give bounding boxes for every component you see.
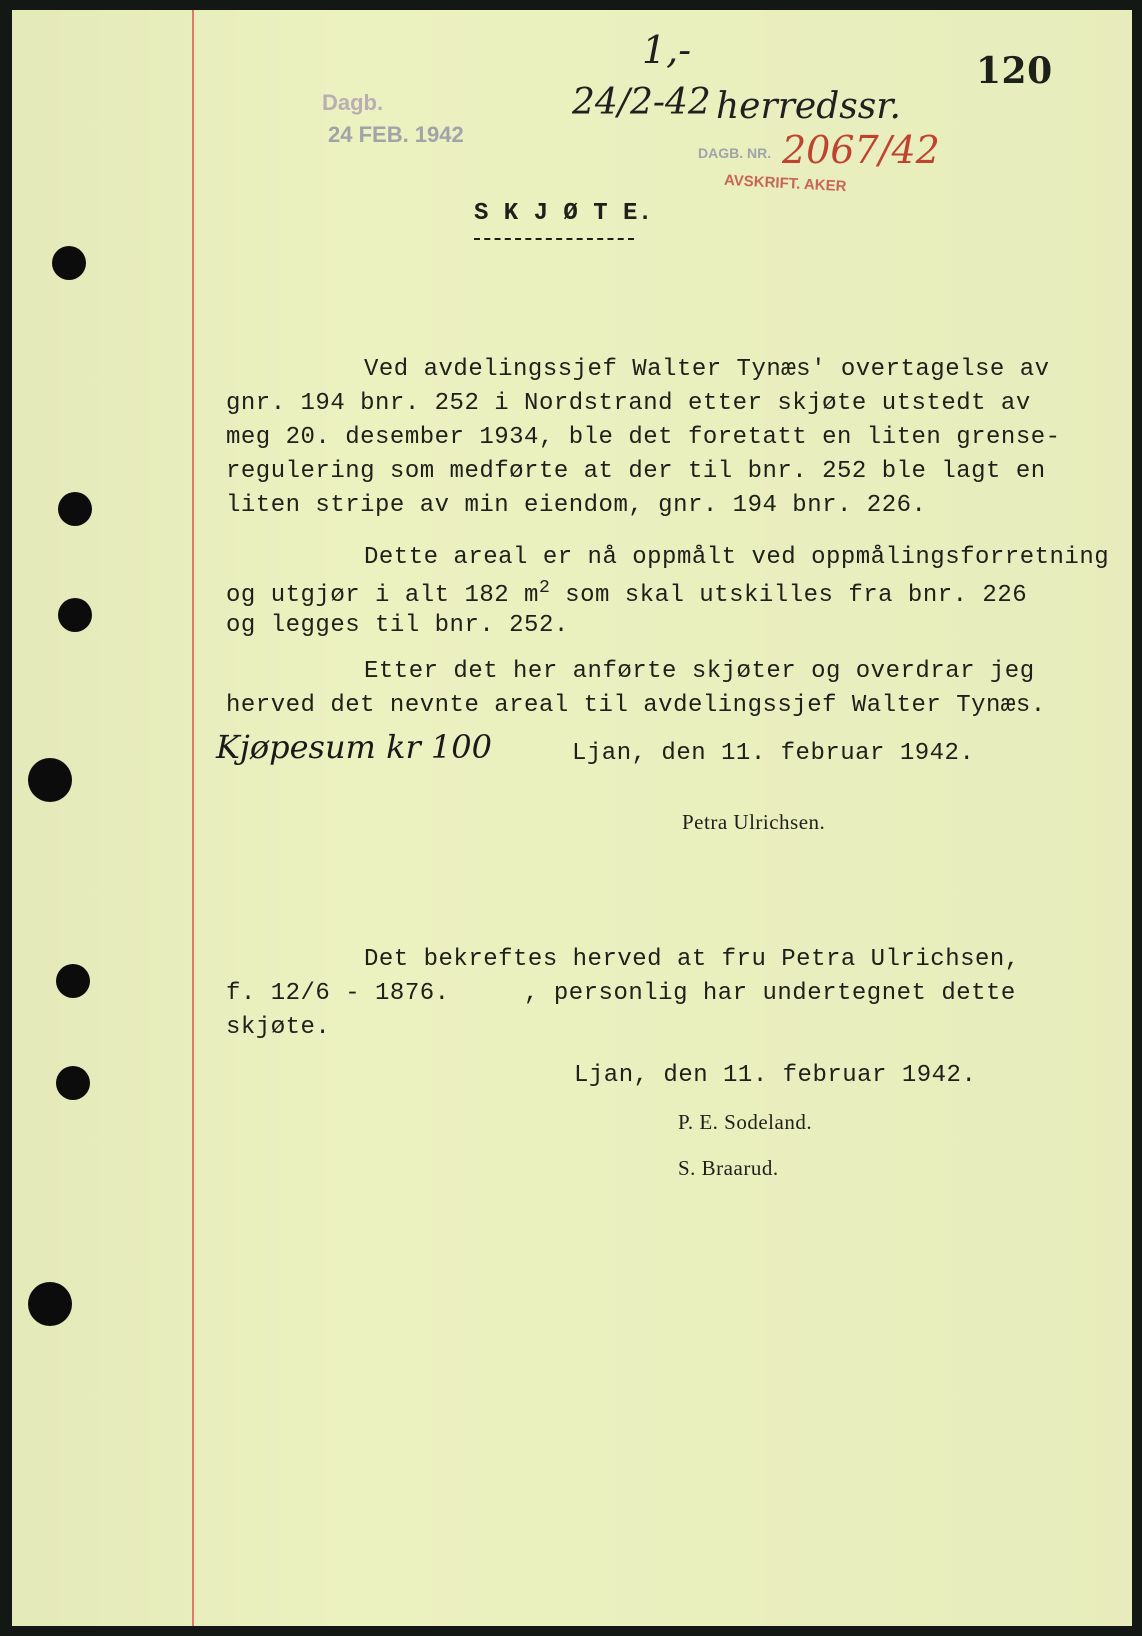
- signature-1: Petra Ulrichsen.: [682, 810, 826, 834]
- stamp-dagb-number: 2067/42: [782, 128, 940, 172]
- page-number: 120: [976, 50, 1053, 92]
- document-title: S K J Ø T E.: [474, 200, 653, 227]
- witness-1: P. E. Sodeland.: [678, 1110, 813, 1134]
- margin-note: Kjøpesum kr 100: [216, 728, 492, 766]
- place-date-1: Ljan, den 11. februar 1942.: [572, 740, 975, 767]
- stamp-office: Dagb.: [322, 90, 384, 115]
- document-page: [12, 10, 1132, 1626]
- witness-2: S. Braarud.: [678, 1156, 779, 1180]
- place-date-2: Ljan, den 11. februar 1942.: [574, 1062, 977, 1089]
- body-line: herved det nevnte areal til avdelingssjef Walter Tynæs.: [226, 692, 1046, 719]
- body-line: og legges til bnr. 252.: [226, 612, 569, 639]
- handwritten-note: herredssr.: [716, 86, 901, 127]
- punch-hole: [28, 1282, 72, 1326]
- punch-hole: [58, 492, 92, 526]
- punch-hole: [58, 598, 92, 632]
- stamp-date: 24 FEB. 1942: [328, 122, 464, 147]
- body-line: [226, 578, 1027, 609]
- body-line: Dette areal er nå oppmålt ved oppmålingsforretning: [364, 544, 1110, 571]
- body-line: meg 20. desember 1934, ble det foretatt en liten grense-: [226, 424, 1061, 451]
- attest-line: skjøte.: [226, 1014, 331, 1041]
- punch-hole: [28, 758, 72, 802]
- body-text: og utgjør i alt 182 m: [226, 582, 539, 609]
- body-line: gnr. 194 bnr. 252 i Nordstrand etter skjøte utstedt av: [226, 390, 1031, 417]
- title-underline: [474, 238, 634, 240]
- stamp-avskrift: AVSKRIFT. AKER: [723, 171, 847, 196]
- body-text: som skal utskilles fra bnr. 226: [550, 582, 1028, 609]
- handwritten-date: 24/2-42: [572, 82, 711, 123]
- punch-hole: [56, 1066, 90, 1100]
- superscript: 2: [538, 578, 551, 598]
- handwritten-fee: 1,-: [642, 28, 692, 72]
- punch-hole: [52, 246, 86, 280]
- attest-line: f. 12/6 - 1876. , personlig har undertegnet dette: [226, 980, 1016, 1007]
- punch-hole: [56, 964, 90, 998]
- margin-line: [192, 10, 194, 1626]
- stamp-dagb-label: DAGB. NR.: [698, 145, 772, 161]
- body-line: liten stripe av min eiendom, gnr. 194 bnr. 226.: [226, 492, 927, 519]
- body-line: regulering som medførte at der til bnr. 252 ble lagt en: [226, 458, 1046, 485]
- attest-line: Det bekreftes herved at fru Petra Ulrichsen,: [364, 946, 1020, 973]
- body-line: Ved avdelingssjef Walter Tynæs' overtagelse av: [364, 356, 1050, 383]
- body-line: Etter det her anførte skjøter og overdrar jeg: [364, 658, 1035, 685]
